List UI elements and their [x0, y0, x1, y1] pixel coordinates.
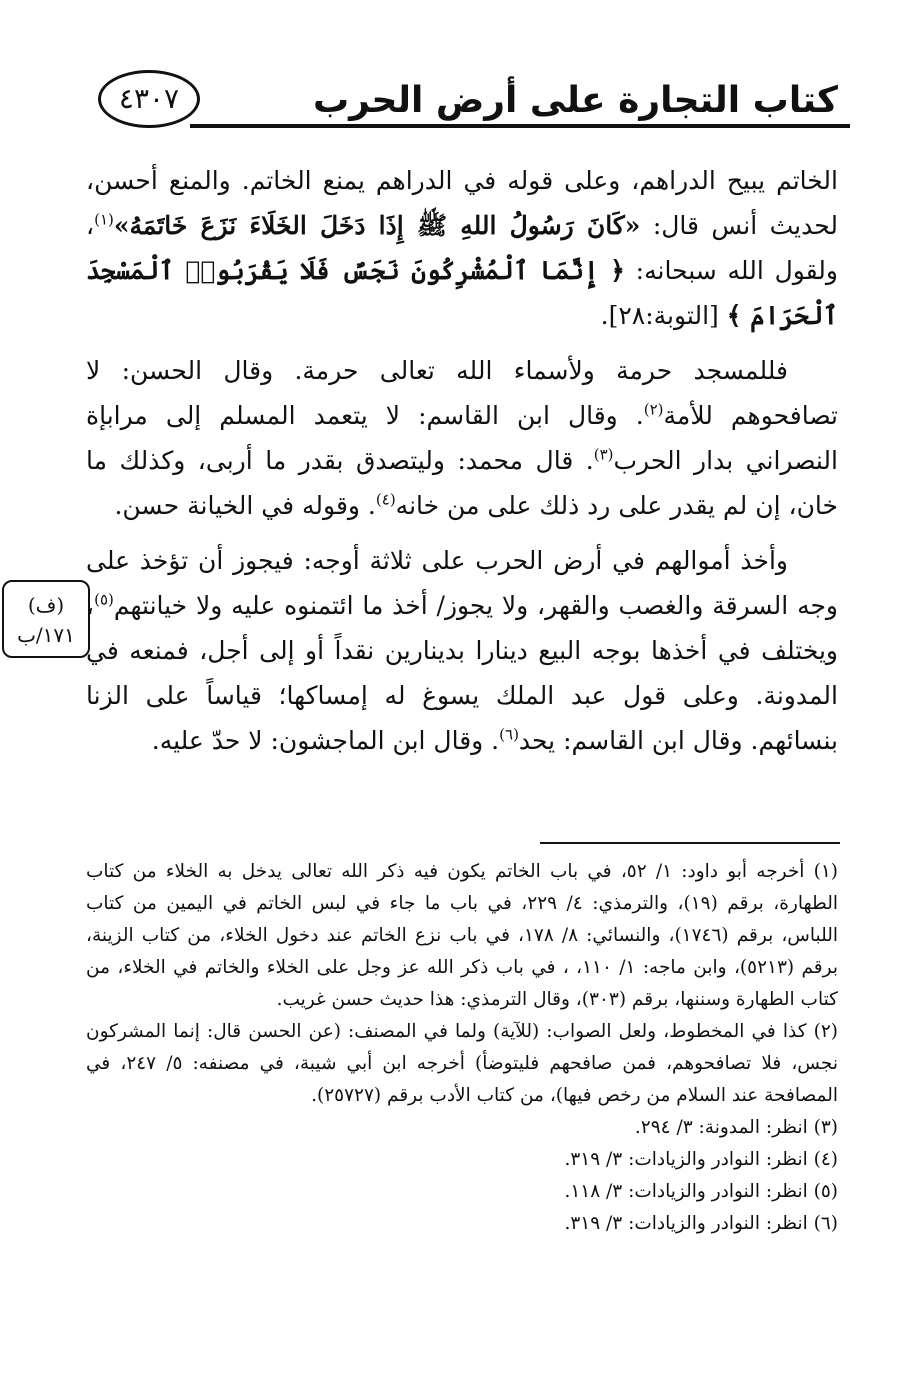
text-segment: فللمسجد حرمة ولأسماء الله تعالى حرمة. وقال الحسن: لا تصافحوهم للأمة [86, 356, 838, 430]
verse-reference: [التوبة:٢٨]. [600, 301, 727, 330]
footnote-separator [540, 842, 840, 844]
text-segment: . قال محمد: وليتصدق بقدر ما أربى، وكذلك ما خان، إن لم يقدر على رد ذلك على من خانه [86, 446, 838, 520]
quran-verse: ﴿ إِنَّمَا ٱلْمُشْرِكُونَ نَجَسٌ فَلَا يَقْرَبُوا۟ ٱلْمَسْجِدَ ٱلْحَرَامَ ﴾ [86, 256, 838, 330]
header-rule [190, 124, 850, 128]
footnote-2: (٢) كذا في المخطوط، ولعل الصواب: (للآية) ولما في المصنف: (عن الحسن قال: إنما المشركون نجس، فلا تصافحوهم، فمن صافحهم فليتوضأ) أخرجه ابن أبي شيبة، في مصنفه: ٥/ ٢٤٧، في المصافحة عند السلام من رخص فيها)، من كتاب الأدب برقم (٢٥٧٢٧). [86, 1021, 838, 1106]
footnote-ref-6[interactable]: (٦) [499, 725, 519, 744]
running-header-title: كتاب التجارة على أرض الحرب [312, 80, 838, 121]
paragraph-3 [86, 538, 838, 763]
footnote-5: (٥) انظر: النوادر والزيادات: ٣/ ١١٨. [564, 1181, 838, 1202]
manuscript-folio-note [2, 580, 90, 658]
folio-marker: (ف) [27, 593, 65, 617]
main-text [86, 158, 838, 763]
text-segment: . وقوله في الخيانة حسن. [114, 491, 376, 520]
text-segment: الخاتم يبيح الدراهم، وعلى قوله في الدراهم يمنع الخاتم. والمنع أحسن، لحديث أنس قال: [86, 166, 838, 240]
footnotes [86, 856, 838, 1240]
footnote-4: (٤) انظر: النوادر والزيادات: ٣/ ٣١٩. [564, 1149, 838, 1170]
hadith-quote: «كَانَ رَسُولُ اللهِ ﷺ إِذَا دَخَلَ الخَلَاءَ نَزَعَ خَاتَمَهُ» [113, 211, 641, 240]
text-segment: . وقال ابن القاسم: لا يتعمد المسلم إلى مرابإة النصراني بدار الحرب [86, 401, 838, 475]
page-number: ٤٣٠٧ [98, 70, 200, 128]
footnote-ref-3[interactable]: (٣) [593, 445, 614, 464]
paragraph-1 [86, 158, 838, 338]
folio-number: ١٧١/ب [17, 623, 75, 647]
footnote-ref-5[interactable]: (٥) [94, 590, 114, 609]
text-segment: ، ولقول الله سبحانه: [86, 211, 838, 285]
footnote-ref-4[interactable]: (٤) [375, 490, 396, 509]
text-segment: ، ويختلف في أخذها بوجه البيع دينارا بدينارين نقداً أو إلى أجل، فمنعه في المدونة. وعلى قول عبد الملك يسوغ له إمساكها؛ قياساً على الزنا بنسائهم. وقال ابن القاسم: يحد [86, 591, 838, 755]
paragraph-2 [86, 348, 838, 528]
footnote-3: (٣) انظر: المدونة: ٣/ ٢٩٤. [634, 1117, 838, 1138]
text-segment: وأخذ أموالهم في أرض الحرب على ثلاثة أوجه: فيجوز أن تؤخذ على وجه السرقة والغصب والقهر، ولا يجوز/ أخذ ما ائتمنوه عليه ولا خيانتهم [86, 546, 838, 620]
footnote-ref-2[interactable]: (٢) [643, 400, 664, 419]
text-segment: . وقال ابن الماجشون: لا حدّ عليه. [151, 726, 500, 755]
footnote-6: (٦) انظر: النوادر والزيادات: ٣/ ٣١٩. [564, 1213, 838, 1234]
footnote-1: (١) أخرجه أبو داود: ١/ ٥٢، في باب الخاتم يكون فيه ذكر الله تعالى يدخل به الخلاء من كتاب الطهارة، برقم (١٩)، والترمذي: ٤/ ٢٢٩، في باب ما جاء في لبس الخاتم في اليمين من كتاب اللباس، برقم (١٧٤٦)، والنسائي: ٨/ ١٧٨، في باب نزع الخاتم عند دخول الخلاء، من كتاب الزينة، برقم (٥٢١٣)، وابن ماجه: ١/ ١١٠، ، في باب ذكر الله عز وجل على الخلاء والخاتم في الخلاء، من كتاب الطهارة وسننها، برقم (٣٠٣)، وقال الترمذي: هذا حديث حسن غريب. [86, 861, 838, 1010]
footnote-ref-1[interactable]: (١) [94, 210, 114, 229]
